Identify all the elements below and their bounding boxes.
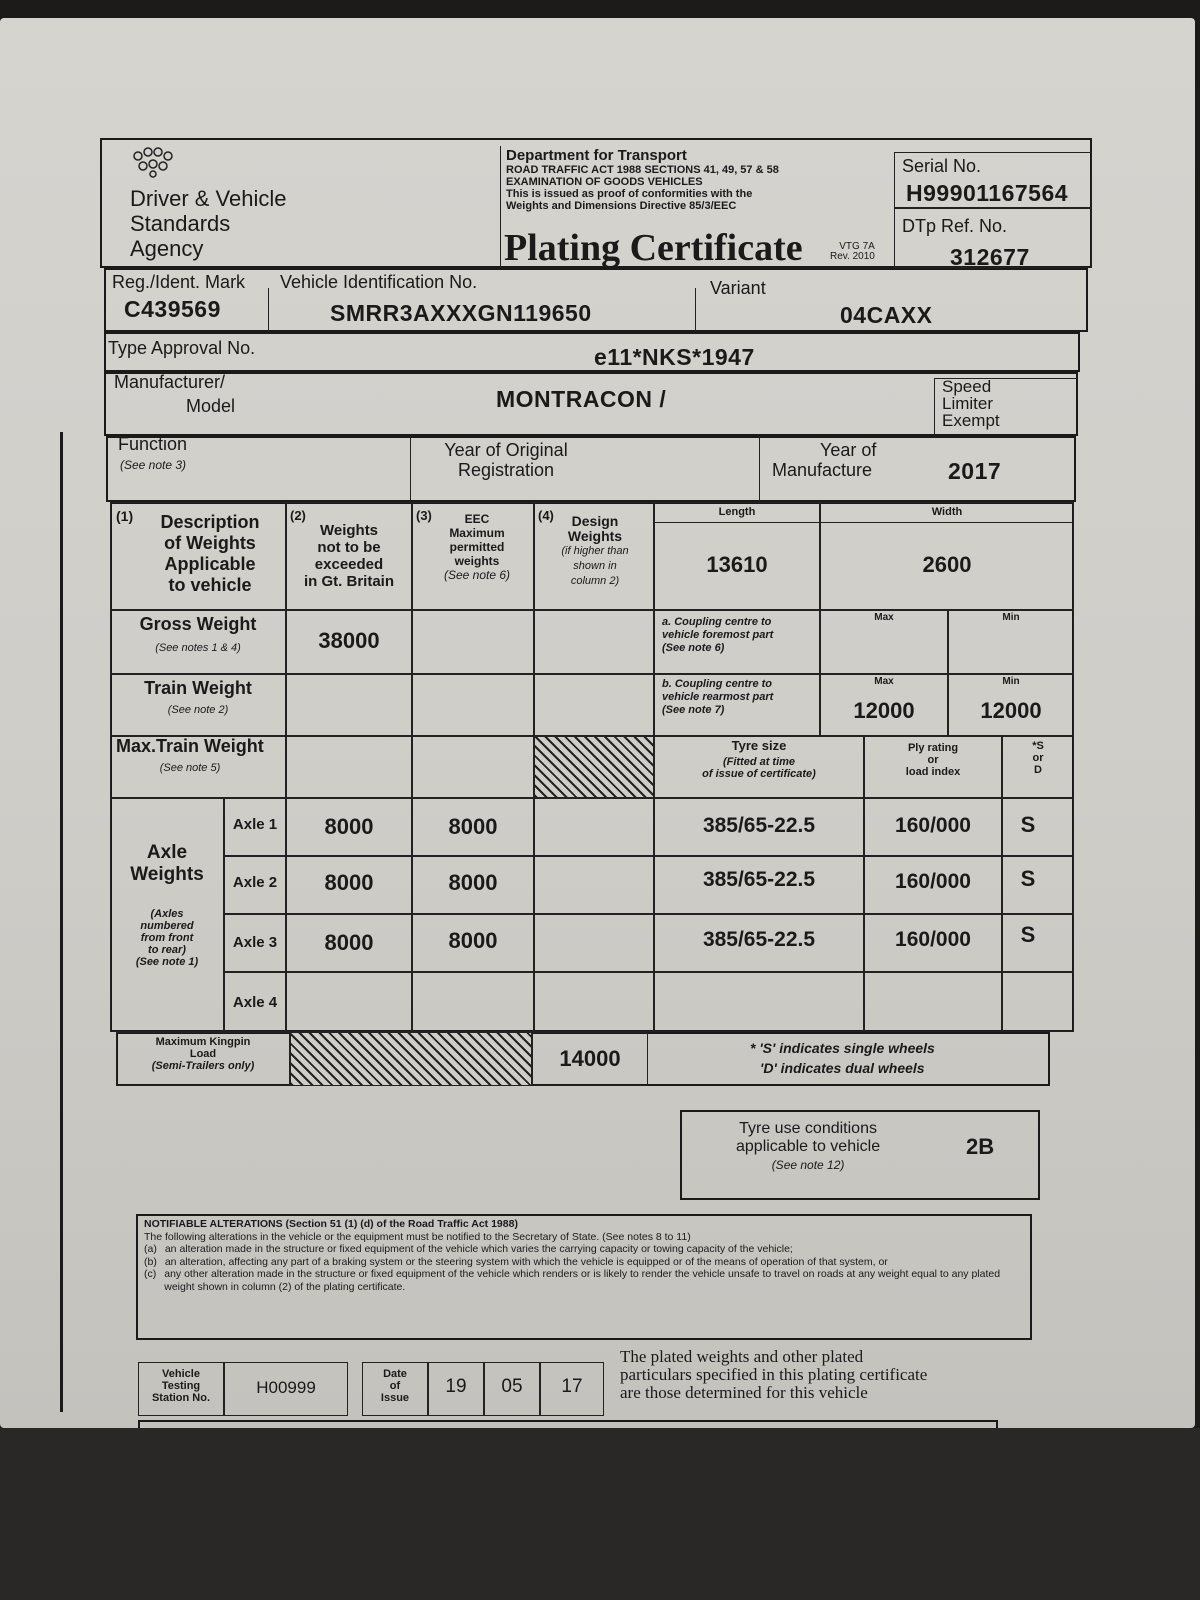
- length-label: Length: [718, 506, 756, 518]
- axle-weights-label: [110, 842, 224, 886]
- model-label: Model: [186, 396, 236, 416]
- col2-num: (2): [290, 508, 306, 523]
- col1-line-1: Description: [160, 512, 260, 532]
- tyre-label: Tyre size: [731, 738, 787, 753]
- form-ref-rev: Rev. 2010: [830, 251, 875, 262]
- coupling-b-max-label: Max: [874, 676, 894, 687]
- tyre-note-line-1: (Fitted at time: [722, 756, 796, 768]
- axle-3-sd: S: [1020, 922, 1036, 947]
- col4-line-5: column 2): [570, 575, 620, 587]
- width-divider: [820, 522, 1074, 523]
- axle-1-sd: S: [1020, 812, 1036, 837]
- manufacturer-label: Manufacturer/: [114, 372, 226, 392]
- col3-line-3: permitted: [449, 540, 505, 554]
- axle-4-gb-cell: [286, 972, 412, 1032]
- col2-line-4: in Gt. Britain: [304, 573, 394, 590]
- length-divider: [654, 522, 820, 523]
- sd-legend: [750, 1038, 935, 1078]
- col3-line-2: Maximum: [449, 526, 505, 540]
- serial-value: H99901167564: [906, 180, 1069, 206]
- axle-label-line-1: Axle: [146, 842, 188, 863]
- train-label: Train Weight: [144, 678, 252, 698]
- type-approval-label: Type Approval No.: [108, 338, 256, 358]
- date-day: 19: [445, 1376, 467, 1397]
- train-note: (See note 2): [167, 704, 229, 716]
- axle-4-sd-cell: [1002, 972, 1074, 1032]
- speed-limiter-label: [942, 378, 1000, 429]
- alteration-a-mark: (a): [144, 1243, 157, 1255]
- alteration-c: [144, 1268, 1024, 1293]
- col2-line-1: Weights: [319, 522, 379, 539]
- col3-line-5: (See note 6): [443, 568, 511, 582]
- axle-1-tyre: 385/65-22.5: [702, 814, 816, 837]
- width-value: 2600: [922, 552, 972, 577]
- date-label: [362, 1368, 428, 1404]
- alteration-b-mark: (b): [144, 1255, 157, 1268]
- col3-line-4: weights: [454, 554, 500, 568]
- crown-icon: [130, 146, 170, 176]
- alteration-a: [144, 1243, 1024, 1256]
- reg-value: C439569: [124, 296, 221, 322]
- axle-1-eec: 8000: [448, 814, 498, 839]
- form-ref: [830, 242, 875, 262]
- type-approval-value: e11*NKS*1947: [594, 344, 755, 370]
- max-train-note: (See note 5): [159, 762, 221, 774]
- dtp-label: DTp Ref. No.: [902, 216, 1008, 236]
- kingpin-line-3: (Semi-Trailers only): [151, 1060, 255, 1072]
- tyre-use-note: (See note 12): [771, 1158, 845, 1172]
- axle-2-sd: S: [1020, 866, 1036, 891]
- length-value: 13610: [706, 552, 768, 577]
- sd-line-1: *S: [1032, 740, 1044, 752]
- gross-note: (See notes 1 & 4): [155, 642, 241, 654]
- max-train-label: Max.Train Weight: [116, 736, 264, 756]
- footer-note: [620, 1348, 927, 1402]
- col2-label: [286, 522, 412, 590]
- train-design-cell: [534, 674, 654, 736]
- vin-value: SMRR3AXXXGN119650: [330, 300, 592, 326]
- footer-note-line-1: The plated weights and other plated: [620, 1347, 864, 1366]
- coupling-b-min-value: 12000: [980, 698, 1042, 723]
- col3-num: (3): [416, 508, 432, 523]
- alterations-intro: The following alterations in the vehicle or the equipment must be notified to the Secretary of State. (See notes 8 to 11): [144, 1230, 691, 1243]
- ply-line-2: or: [927, 754, 939, 766]
- col1-line-4: to vehicle: [168, 575, 252, 595]
- footer-note-line-2: particulars specified in this plating certificate: [620, 1365, 928, 1384]
- coupling-b-min-label: Min: [1002, 676, 1020, 687]
- col2-line-2: not to be: [317, 539, 381, 556]
- axle-3-ply: 160/000: [895, 928, 971, 951]
- sd-label: [1002, 740, 1074, 776]
- certificate-title: Plating Certificate: [504, 227, 803, 269]
- tyre-use-value: 2B: [966, 1134, 995, 1159]
- kingpin-label: [116, 1036, 290, 1072]
- axle-3-design-cell: [534, 914, 654, 972]
- col4-line-4: shown in: [573, 560, 617, 572]
- station-value: H00999: [256, 1378, 316, 1397]
- col3-line-1: EEC: [464, 512, 490, 526]
- station-line-3: Station No.: [151, 1392, 211, 1404]
- alterations-text: [144, 1218, 1024, 1293]
- station-label: [138, 1368, 224, 1404]
- variant-value: 04CAXX: [840, 302, 933, 328]
- dept-text: [506, 148, 779, 212]
- axle-4-eec-cell: [412, 972, 534, 1032]
- axle-1-ply: 160/000: [895, 814, 971, 837]
- coupling-a-label: [662, 616, 773, 655]
- year-reg-line-1: Year of Original: [444, 440, 568, 460]
- alterations-heading: NOTIFIABLE ALTERATIONS (Section 51 (1) (d) of the Road Traffic Act 1988): [144, 1218, 518, 1230]
- max-train-eec-cell: [412, 736, 534, 798]
- agency-name: [130, 186, 287, 261]
- kingpin-hatch: [290, 1032, 532, 1086]
- axle-4-design-cell: [534, 972, 654, 1032]
- variant-label: Variant: [710, 278, 766, 298]
- tyre-note-line-2: of issue of certificate): [702, 768, 816, 780]
- axle-note-line-5: (See note 1): [135, 956, 199, 968]
- year-mfr-line-1: Year of: [820, 440, 877, 460]
- coupling-a-min-label: Min: [1002, 612, 1020, 623]
- ply-label: [864, 742, 1002, 778]
- col4-label: [536, 514, 654, 589]
- axle-2-ply: 160/000: [895, 870, 971, 893]
- train-gb-cell: [286, 674, 412, 736]
- manufacturer-value: MONTRACON /: [496, 386, 667, 412]
- alteration-a-text: an alteration made in the structure or fixed equipment of the vehicle which varies the carrying capacity or towing capacity of the vehicle;: [164, 1243, 793, 1255]
- vin-label: Vehicle Identification No.: [280, 272, 478, 292]
- axle-note-line-4: to rear): [148, 944, 186, 956]
- plating-certificate: [100, 138, 1113, 1428]
- axle-2-name: Axle 2: [232, 874, 278, 891]
- margin-line: [60, 432, 63, 1412]
- kingpin-line-1: Maximum Kingpin: [155, 1036, 251, 1048]
- dept-line-1: Department for Transport: [506, 147, 687, 164]
- coupling-a-max-label: Max: [874, 612, 894, 623]
- col4-line-3: (if higher than: [561, 545, 629, 557]
- ply-line-3: load index: [905, 766, 961, 778]
- axle-note-line-3: from front: [140, 932, 194, 944]
- year-reg-label: [416, 440, 596, 480]
- axle-2-eec: 8000: [448, 870, 498, 895]
- tyre-use-line-2: applicable to vehicle: [736, 1138, 881, 1155]
- axle-4-name: Axle 4: [232, 994, 278, 1011]
- axle-4-ply-cell: [864, 972, 1002, 1032]
- alteration-c-mark: (c): [144, 1268, 157, 1280]
- speed-limiter-line-2: Limiter: [942, 394, 994, 413]
- axle-1-design-cell: [534, 798, 654, 856]
- axle-3-eec: 8000: [448, 928, 498, 953]
- coupling-b-label: [662, 678, 773, 717]
- axle-label-line-2: Weights: [130, 864, 204, 885]
- max-train-gb-cell: [286, 736, 412, 798]
- tyre-note: [654, 756, 864, 780]
- station-line-2: Testing: [161, 1380, 201, 1392]
- tyre-use-label: [736, 1120, 880, 1174]
- year-mfr-value: 2017: [948, 458, 1002, 484]
- axle-note-line-2: numbered: [140, 920, 194, 932]
- coupling-a-line-3: (See note 6): [662, 642, 725, 654]
- gross-value: 38000: [318, 628, 380, 653]
- coupling-b-line-3: (See note 7): [662, 704, 725, 716]
- dept-line-2: ROAD TRAFFIC ACT 1988 SECTIONS 41, 49, 57 & 58: [506, 164, 779, 176]
- sd-line-2: or: [1032, 752, 1044, 764]
- agency-line-3: Agency: [130, 236, 204, 261]
- function-label: Function: [118, 434, 188, 454]
- max-train-design-hatch: [534, 736, 654, 798]
- footer-bottom-edge: [138, 1420, 998, 1428]
- alteration-c-text: any other alteration made in the structure or fixed equipment of the vehicle which renders or is likely to render the vehicle unsafe to travel on roads at any weight equal to any plated weight shown in column (2) of the plating certificate.: [164, 1268, 1001, 1293]
- axle-2-gb: 8000: [324, 870, 374, 895]
- year-mfr-line-2: Manufacture: [772, 460, 873, 480]
- col4-line-1: Design: [571, 513, 619, 529]
- ply-line-1: Ply rating: [907, 742, 959, 754]
- station-line-1: Vehicle: [162, 1368, 200, 1380]
- date-month: 05: [501, 1376, 523, 1397]
- axle-3-name: Axle 3: [232, 934, 278, 951]
- coupling-a-line-1: a. Coupling centre to: [662, 616, 772, 628]
- coupling-b-max-value: 12000: [853, 698, 915, 723]
- axle-4-tyre-cell: [654, 972, 864, 1032]
- kingpin-value: 14000: [559, 1046, 621, 1071]
- agency-line-2: Standards: [130, 211, 231, 236]
- year-reg-line-2: Registration: [457, 460, 555, 480]
- dept-line-5: Weights and Dimensions Directive 85/3/EEC: [506, 200, 737, 212]
- col2-line-3: exceeded: [314, 556, 384, 573]
- axle-note-line-1: (Axles: [150, 908, 184, 920]
- dept-line-4: This is issued as proof of conformities with the: [506, 188, 753, 200]
- axle-3-tyre: 385/65-22.5: [702, 928, 816, 951]
- col4-num: (4): [538, 508, 554, 523]
- coupling-b-line-2: vehicle rearmost part: [662, 691, 774, 703]
- speed-limiter-line-3: Exempt: [942, 411, 1000, 430]
- coupling-a-line-2: vehicle foremost part: [662, 629, 774, 641]
- train-eec-cell: [412, 674, 534, 736]
- axle-note: [110, 908, 224, 968]
- date-line-2: of: [389, 1380, 401, 1392]
- axle-3-gb: 8000: [324, 930, 374, 955]
- axle-2-design-cell: [534, 856, 654, 914]
- axle-2-tyre: 385/65-22.5: [702, 868, 816, 891]
- serial-label: Serial No.: [902, 156, 982, 176]
- width-label: Width: [931, 506, 963, 518]
- sd-legend-single: * 'S' indicates single wheels: [750, 1040, 935, 1056]
- date-year: 17: [561, 1376, 583, 1397]
- year-mfr-label: [772, 440, 876, 480]
- coupling-b-line-1: b. Coupling centre to: [662, 678, 772, 690]
- alteration-b: [144, 1256, 1024, 1269]
- gross-design-cell: [534, 610, 654, 674]
- axle-1-name: Axle 1: [232, 816, 278, 833]
- date-line-1: Date: [383, 1368, 407, 1380]
- tyre-use-line-1: Tyre use conditions: [739, 1120, 877, 1137]
- speed-limiter-line-1: Speed: [942, 377, 992, 396]
- gross-eec-cell: [412, 610, 534, 674]
- gross-label: Gross Weight: [139, 614, 257, 634]
- col3-label: [420, 512, 534, 582]
- col1-num: (1): [116, 508, 134, 524]
- footer-note-line-3: are those determined for this vehicle: [620, 1383, 868, 1402]
- dark-background: [0, 1428, 1200, 1600]
- kingpin-line-2: Load: [189, 1048, 217, 1060]
- alteration-b-text: an alteration, affecting any part of a braking system or the steering system with which the vehicle is equipped or of the means of operation of that system, or: [164, 1255, 888, 1268]
- reg-label: Reg./Ident. Mark: [112, 272, 246, 292]
- sd-legend-dual: 'D' indicates dual wheels: [760, 1060, 925, 1076]
- col1-line-3: Applicable: [164, 554, 256, 574]
- form-ref-code: VTG 7A: [839, 241, 875, 252]
- function-note: (See note 3): [120, 458, 187, 472]
- agency-line-1: Driver & Vehicle: [130, 186, 287, 211]
- dept-line-3: EXAMINATION OF GOODS VEHICLES: [506, 176, 703, 188]
- col1-line-2: of Weights: [164, 533, 256, 553]
- axle-1-gb: 8000: [324, 814, 374, 839]
- col1-label: [140, 512, 280, 596]
- sd-line-3: D: [1034, 764, 1042, 776]
- col4-line-2: Weights: [567, 528, 623, 544]
- dtp-value: 312677: [950, 244, 1030, 270]
- date-line-3: Issue: [380, 1392, 410, 1404]
